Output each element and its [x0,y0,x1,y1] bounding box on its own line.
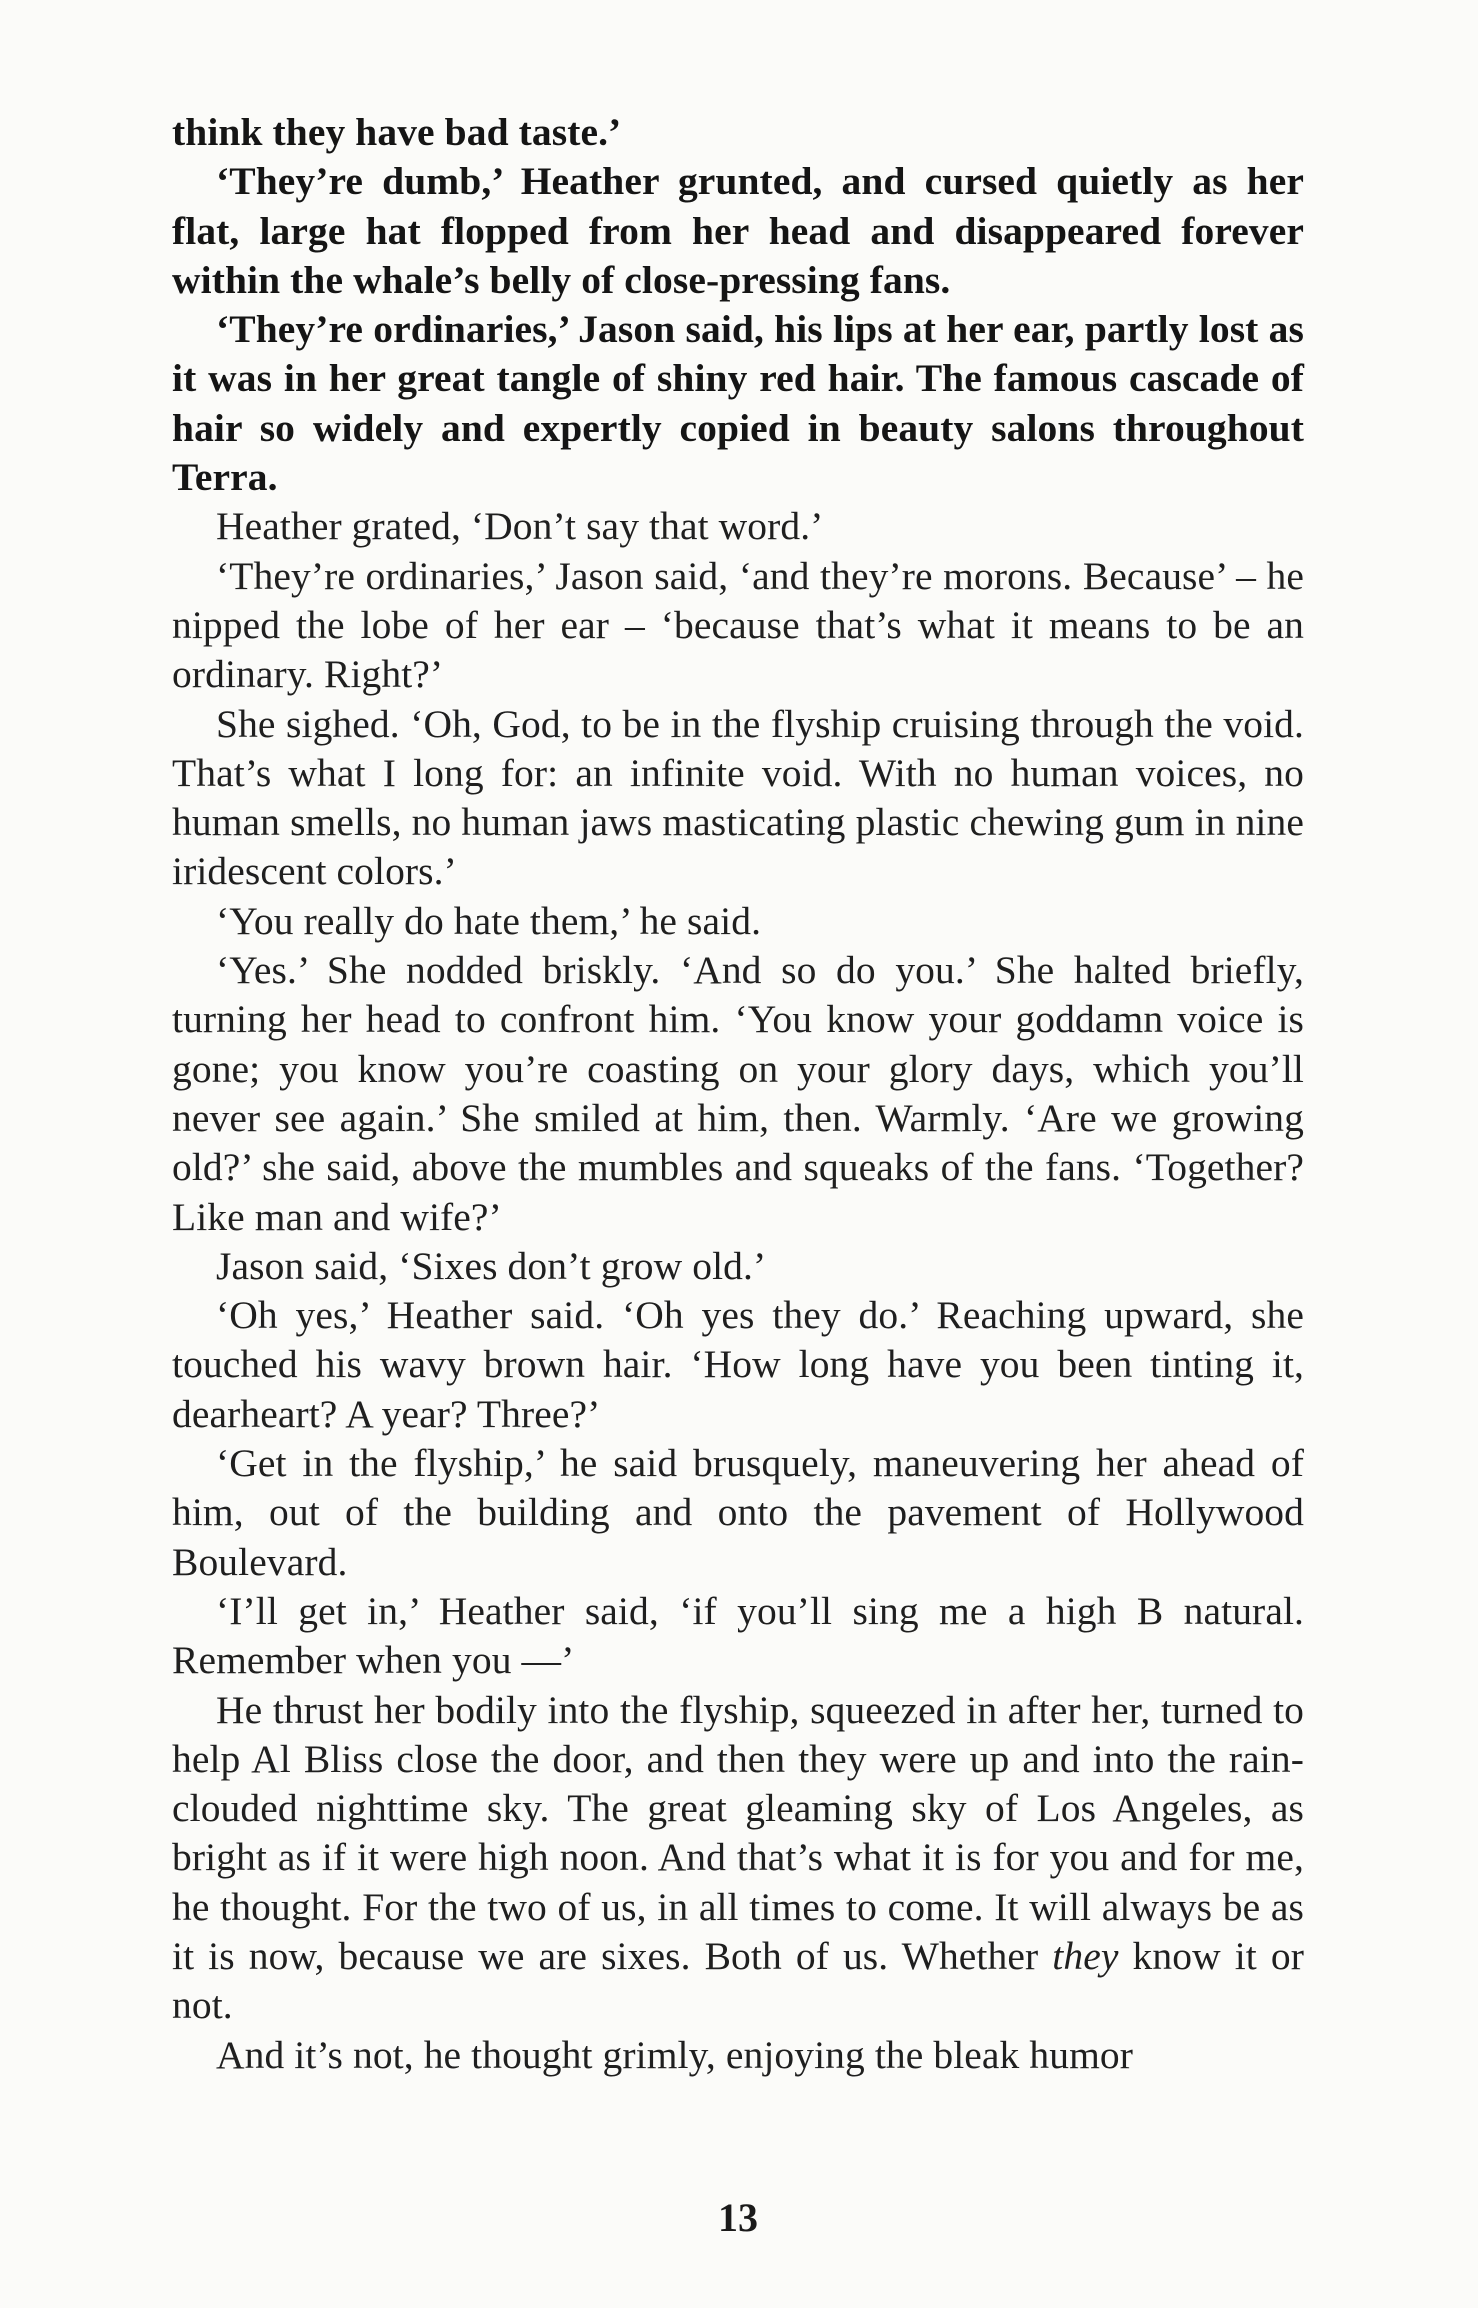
paragraph: Jason said, ‘Sixes don’t grow old.’ [216,1243,767,1288]
paragraph: And it’s not, he thought grimly, enjoying the bleak humor [216,2032,1134,2077]
paragraph: Heather grated, ‘Don’t say that word.’ [216,504,824,549]
paragraph: ‘You really do hate them,’ he said. [216,898,762,943]
paragraph: ‘They’re ordinaries,’ Jason said, his lips at her ear, partly lost as it was in her great tangle of shiny red hair. The famous cascade of hair so widely and expertly copied in beauty salons throughout Terra. [172,307,1304,500]
paragraph: She sighed. ‘Oh, God, to be in the flyship cruising through the void. That’s what I long for: an infinite void. With no human voices, no human smells, no human jaws masticating plastic chewing gum in nine iridescent colors.’ [172,701,1304,894]
book-page [172,108,1304,2238]
paragraph: ‘Get in the flyship,’ he said brusquely, maneuvering her ahead of him, out of the building and onto the pavement of Hollywood Boulevard. [172,1441,1304,1584]
paragraph: ‘Yes.’ She nodded briskly. ‘And so do you.’ She halted briefly, turning her head to confront him. ‘You know your goddamn voice is gone; you know you’re coasting on your glory days, which you’ll never see again.’ She smiled at him, then. Warmly. ‘Are we growing old?’ she said, above the mumbles and squeaks of the fans. ‘Together? Like man and wife?’ [172,948,1304,1239]
paragraph: ‘They’re ordinaries,’ Jason said, ‘and they’re morons. Because’ – he nipped the lobe of her ear – ‘because that’s what it means to be an ordinary. Right?’ [172,553,1304,697]
page-number: 13 [718,2195,758,2240]
paragraph: think they have bad taste.’ [172,110,622,154]
paragraph: He thrust her bodily into the flyship, squeezed in after her, turned to help Al Bliss close the door, and then they were up and into the rain-clouded nighttime sky. The great gleaming sky of Los Angeles, as bright as if it were high noon. And that’s what it is for you and for me, he thought. For the two of us, in all times to come. It will always be as it is now, because we are sixes. Both of us. Whether they know it or not. [172,1687,1304,2028]
paragraph: ‘They’re dumb,’ Heather grunted, and cursed quietly as her flat, large hat flopped from her head and disappeared forever within the whale’s belly of close-pressing fans. [172,159,1304,302]
paragraph: ‘Oh yes,’ Heather said. ‘Oh yes they do.’ Reaching upward, she touched his wavy brown hair. ‘How long have you been tinting it, dearheart? A year? Three?’ [172,1293,1304,1436]
body-text [172,108,1304,2080]
paragraph: ‘I’ll get in,’ Heather said, ‘if you’ll sing me a high B natural. Remember when you —’ [172,1588,1304,1683]
